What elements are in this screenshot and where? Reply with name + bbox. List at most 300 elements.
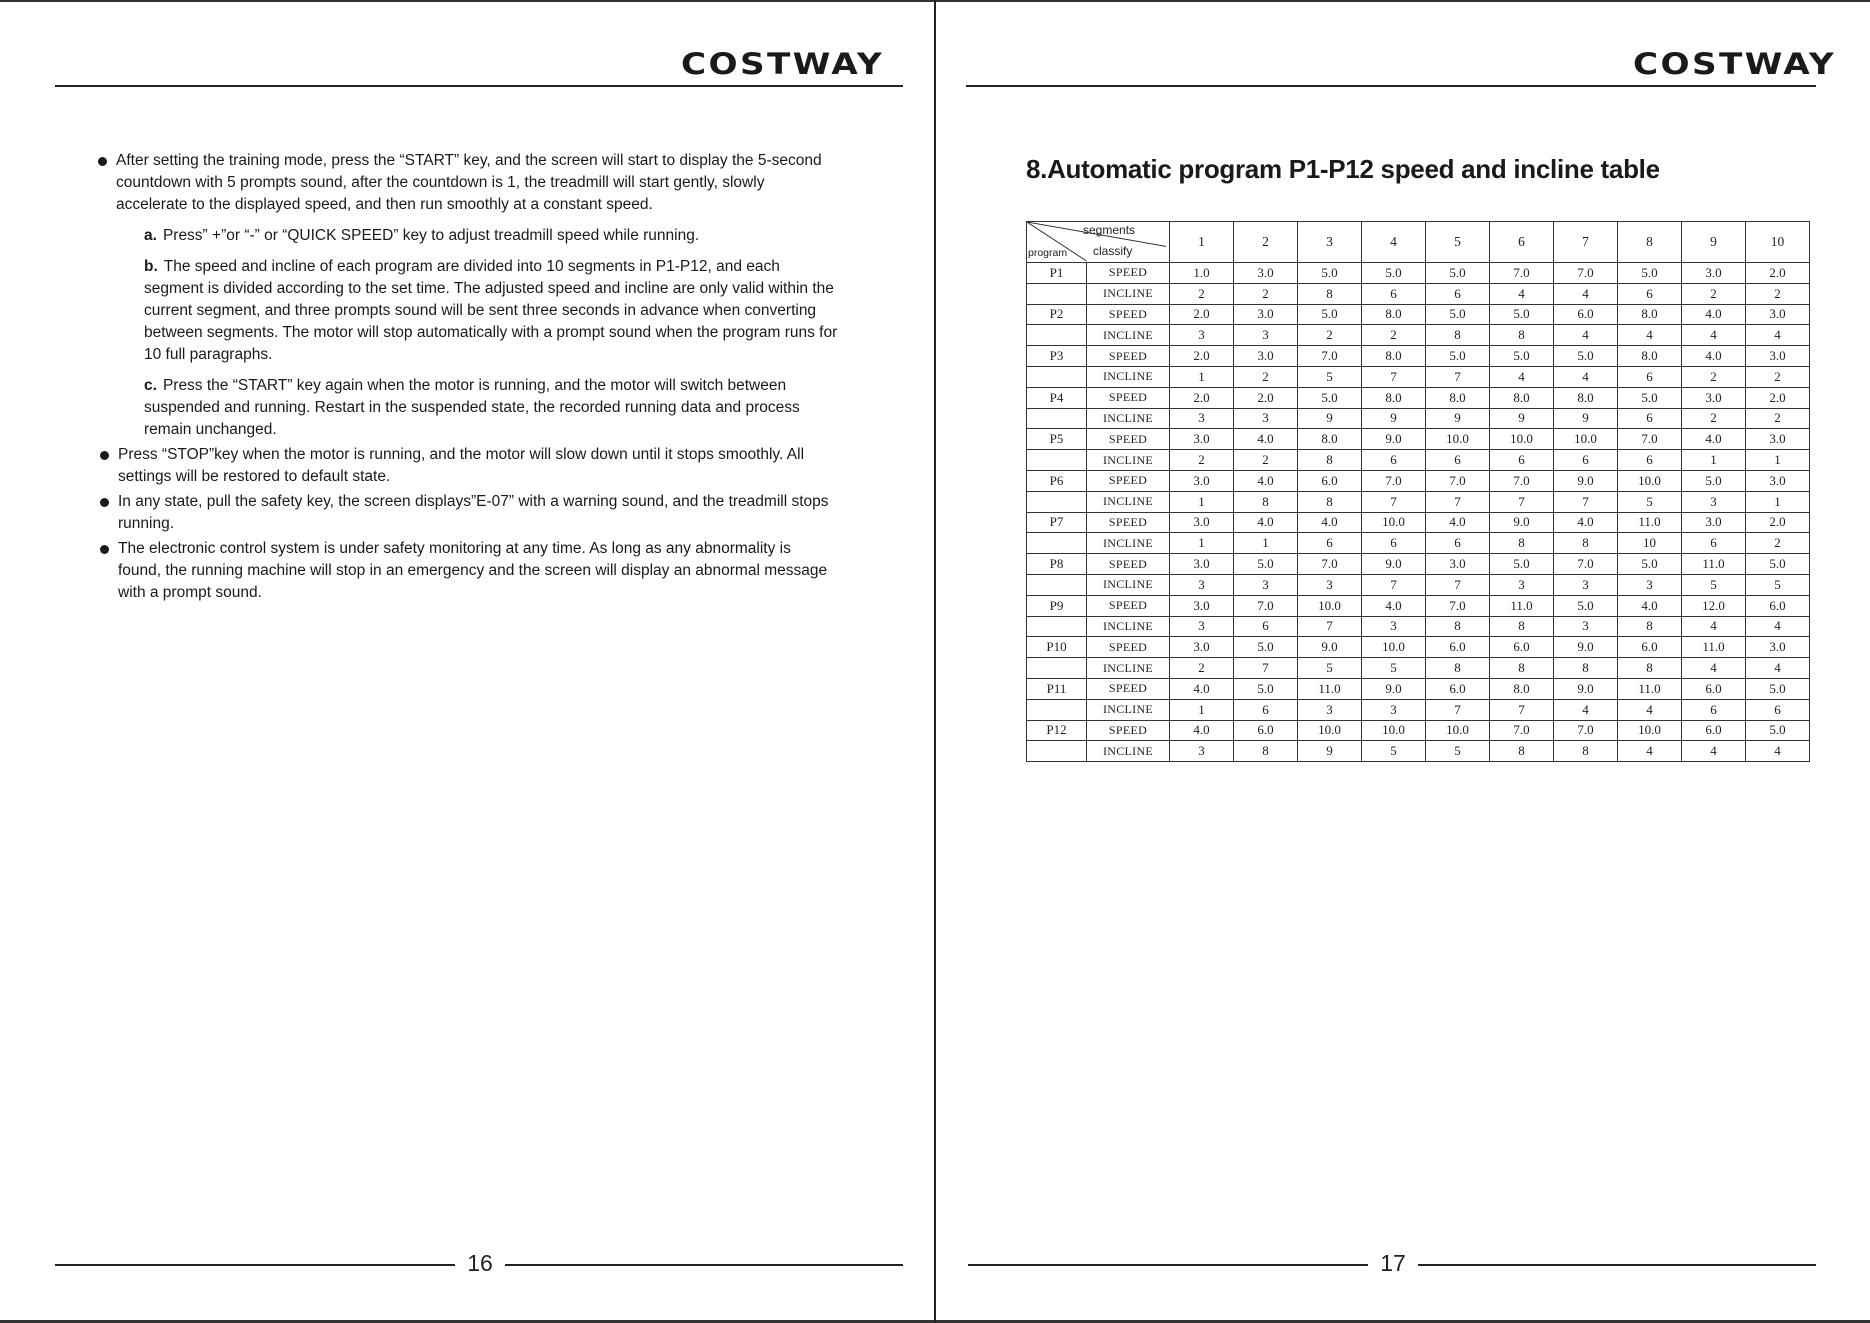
incline-value-cell: 6 [1362,533,1426,554]
incline-value-cell: 7 [1490,491,1554,512]
program-name-blank-cell [1027,699,1087,720]
incline-label-cell: INCLINE [1087,658,1170,679]
speed-value-cell: 10.0 [1490,429,1554,450]
incline-value-cell: 6 [1746,699,1810,720]
incline-value-cell: 5 [1362,658,1426,679]
header-rule [55,85,903,87]
speed-label-cell: SPEED [1087,429,1170,450]
speed-label-cell: SPEED [1087,554,1170,575]
incline-value-cell: 2 [1170,283,1234,304]
table-row [1027,533,1810,554]
speed-value-cell: 9.0 [1362,678,1426,699]
speed-value-cell: 5.0 [1746,720,1810,741]
instructions-content [98,150,838,607]
speed-label-cell: SPEED [1087,470,1170,491]
speed-value-cell: 10.0 [1298,595,1362,616]
incline-value-cell: 7 [1362,574,1426,595]
speed-label-cell: SPEED [1087,595,1170,616]
incline-value-cell: 6 [1426,283,1490,304]
speed-value-cell: 7.0 [1618,429,1682,450]
speed-value-cell: 3.0 [1682,512,1746,533]
segment-header: 5 [1426,222,1490,263]
speed-value-cell: 3.0 [1746,346,1810,367]
program-name-cell: P6 [1027,470,1087,491]
incline-value-cell: 8 [1234,491,1298,512]
speed-value-cell: 5.0 [1554,595,1618,616]
incline-value-cell: 2 [1234,283,1298,304]
table-row [1027,283,1810,304]
incline-value-cell: 8 [1490,325,1554,346]
table-row [1027,699,1810,720]
incline-value-cell: 3 [1554,574,1618,595]
speed-value-cell: 4.0 [1682,304,1746,325]
speed-value-cell: 4.0 [1682,429,1746,450]
incline-value-cell: 6 [1682,699,1746,720]
speed-value-cell: 7.0 [1426,595,1490,616]
incline-label-cell: INCLINE [1087,366,1170,387]
speed-value-cell: 6.0 [1490,637,1554,658]
speed-value-cell: 4.0 [1682,346,1746,367]
incline-value-cell: 4 [1490,366,1554,387]
speed-value-cell: 6.0 [1554,304,1618,325]
program-name-cell: P5 [1027,429,1087,450]
speed-value-cell: 8.0 [1362,346,1426,367]
incline-value-cell: 3 [1170,741,1234,762]
program-table [1026,221,1810,762]
program-table-body [1027,263,1810,762]
speed-value-cell: 7.0 [1362,470,1426,491]
speed-value-cell: 10.0 [1618,470,1682,491]
incline-value-cell: 2 [1298,325,1362,346]
segment-header: 3 [1298,222,1362,263]
speed-value-cell: 4.0 [1554,512,1618,533]
incline-label-cell: INCLINE [1087,699,1170,720]
speed-value-cell: 11.0 [1490,595,1554,616]
incline-value-cell: 7 [1362,366,1426,387]
speed-value-cell: 7.0 [1490,263,1554,284]
table-row [1027,637,1810,658]
incline-value-cell: 2 [1746,408,1810,429]
incline-label-cell: INCLINE [1087,616,1170,637]
speed-value-cell: 10.0 [1298,720,1362,741]
speed-value-cell: 2.0 [1170,387,1234,408]
table-row [1027,429,1810,450]
incline-value-cell: 6 [1618,366,1682,387]
speed-value-cell: 3.0 [1682,387,1746,408]
incline-value-cell: 6 [1234,699,1298,720]
incline-label-cell: INCLINE [1087,325,1170,346]
incline-value-cell: 6 [1362,450,1426,471]
bullet-stop-key [98,444,838,488]
incline-value-cell: 2 [1746,533,1810,554]
speed-value-cell: 10.0 [1362,637,1426,658]
incline-value-cell: 3 [1234,408,1298,429]
speed-label-cell: SPEED [1087,512,1170,533]
speed-value-cell: 6.0 [1618,637,1682,658]
right-page [936,0,1870,1323]
incline-value-cell: 4 [1554,699,1618,720]
incline-value-cell: 5 [1746,574,1810,595]
segment-header: 6 [1490,222,1554,263]
incline-value-cell: 6 [1618,450,1682,471]
speed-value-cell: 3.0 [1234,263,1298,284]
speed-value-cell: 1.0 [1170,263,1234,284]
incline-value-cell: 4 [1746,658,1810,679]
bullet-dot-icon [100,498,109,507]
speed-value-cell: 4.0 [1234,470,1298,491]
incline-value-cell: 2 [1170,450,1234,471]
program-name-blank-cell [1027,450,1087,471]
speed-value-cell: 5.0 [1618,554,1682,575]
subitem-letter: c. [144,377,157,394]
table-row [1027,554,1810,575]
speed-value-cell: 8.0 [1298,429,1362,450]
incline-label-cell: INCLINE [1087,741,1170,762]
program-name-blank-cell [1027,283,1087,304]
incline-value-cell: 1 [1170,533,1234,554]
speed-label-cell: SPEED [1087,678,1170,699]
table-row [1027,595,1810,616]
speed-value-cell: 4.0 [1234,512,1298,533]
incline-value-cell: 5 [1426,741,1490,762]
speed-value-cell: 2.0 [1746,512,1810,533]
speed-value-cell: 3.0 [1234,346,1298,367]
incline-value-cell: 4 [1490,283,1554,304]
incline-value-cell: 3 [1170,408,1234,429]
incline-value-cell: 2 [1682,366,1746,387]
program-name-cell: P3 [1027,346,1087,367]
incline-value-cell: 5 [1618,491,1682,512]
table-row [1027,741,1810,762]
incline-value-cell: 6 [1234,616,1298,637]
speed-value-cell: 3.0 [1426,554,1490,575]
speed-value-cell: 5.0 [1234,554,1298,575]
incline-value-cell: 8 [1426,658,1490,679]
speed-value-cell: 7.0 [1490,470,1554,491]
table-row [1027,574,1810,595]
incline-value-cell: 9 [1298,408,1362,429]
subitem-a [98,225,838,247]
incline-value-cell: 3 [1554,616,1618,637]
incline-value-cell: 6 [1426,533,1490,554]
incline-value-cell: 6 [1618,283,1682,304]
incline-value-cell: 4 [1682,658,1746,679]
incline-value-cell: 10 [1618,533,1682,554]
table-row [1027,720,1810,741]
incline-value-cell: 4 [1554,366,1618,387]
speed-value-cell: 10.0 [1426,720,1490,741]
speed-value-cell: 7.0 [1490,720,1554,741]
speed-value-cell: 5.0 [1618,387,1682,408]
incline-value-cell: 8 [1490,533,1554,554]
subitem-text: Press” +”or “-” or “QUICK SPEED” key to adjust treadmill speed while running. [162,227,700,244]
incline-value-cell: 1 [1170,491,1234,512]
speed-value-cell: 4.0 [1298,512,1362,533]
speed-label-cell: SPEED [1087,720,1170,741]
speed-value-cell: 3.0 [1746,637,1810,658]
incline-value-cell: 1 [1170,366,1234,387]
incline-value-cell: 3 [1234,325,1298,346]
program-name-blank-cell [1027,408,1087,429]
incline-value-cell: 9 [1362,408,1426,429]
speed-label-cell: SPEED [1087,637,1170,658]
speed-value-cell: 7.0 [1554,554,1618,575]
speed-value-cell: 6.0 [1298,470,1362,491]
bullet-text: After setting the training mode, press the “START” key, and the screen will start to display the 5-second countdown with 5 prompts sound, after the countdown is 1, the treadmill will start gently, slowly accelerate to the displayed speed, and then run smoothly at a constant speed. [116,152,822,213]
incline-value-cell: 9 [1490,408,1554,429]
speed-value-cell: 3.0 [1170,595,1234,616]
footer-rule-right [505,1264,903,1266]
table-header-row [1027,222,1810,263]
table-row [1027,325,1810,346]
page-number: 17 [1380,1250,1406,1276]
speed-value-cell: 6.0 [1746,595,1810,616]
speed-value-cell: 4.0 [1234,429,1298,450]
speed-value-cell: 7.0 [1554,263,1618,284]
incline-value-cell: 6 [1298,533,1362,554]
incline-value-cell: 7 [1298,616,1362,637]
speed-value-cell: 11.0 [1682,554,1746,575]
speed-value-cell: 5.0 [1426,263,1490,284]
footer-rule-right [1418,1264,1816,1266]
speed-value-cell: 10.0 [1426,429,1490,450]
brand-logo: COSTWAY [681,47,884,81]
program-name-blank-cell [1027,366,1087,387]
segment-header: 9 [1682,222,1746,263]
table-row [1027,304,1810,325]
incline-value-cell: 9 [1426,408,1490,429]
speed-value-cell: 7.0 [1298,346,1362,367]
incline-value-cell: 4 [1746,616,1810,637]
incline-value-cell: 7 [1490,699,1554,720]
bullet-dot-icon [100,545,109,554]
speed-value-cell: 10.0 [1362,720,1426,741]
incline-value-cell: 5 [1682,574,1746,595]
program-name-cell: P8 [1027,554,1087,575]
brand-logo: COSTWAY [1633,47,1836,81]
table-row [1027,616,1810,637]
incline-value-cell: 4 [1682,325,1746,346]
incline-value-cell: 4 [1682,741,1746,762]
speed-value-cell: 9.0 [1298,637,1362,658]
incline-value-cell: 4 [1746,325,1810,346]
bullet-dot-icon [100,451,109,460]
incline-value-cell: 1 [1170,699,1234,720]
incline-value-cell: 5 [1298,658,1362,679]
program-name-cell: P7 [1027,512,1087,533]
page-number: 16 [467,1250,493,1276]
speed-value-cell: 6.0 [1426,637,1490,658]
header-diagonal-cell [1027,222,1170,263]
incline-value-cell: 2 [1682,408,1746,429]
speed-value-cell: 10.0 [1618,720,1682,741]
speed-value-cell: 10.0 [1362,512,1426,533]
incline-value-cell: 1 [1746,450,1810,471]
speed-value-cell: 5.0 [1682,470,1746,491]
table-row [1027,346,1810,367]
program-name-blank-cell [1027,616,1087,637]
speed-value-cell: 5.0 [1234,678,1298,699]
program-name-cell: P10 [1027,637,1087,658]
speed-value-cell: 4.0 [1362,595,1426,616]
incline-value-cell: 4 [1554,283,1618,304]
incline-value-cell: 7 [1234,658,1298,679]
bullet-text: The electronic control system is under safety monitoring at any time. As long as any abnormality is found, the running machine will stop in an emergency and the screen will display an abnormal message with a prompt sound. [118,540,828,601]
incline-value-cell: 8 [1426,325,1490,346]
incline-value-cell: 7 [1426,574,1490,595]
speed-value-cell: 5.0 [1490,304,1554,325]
bullet-start-countdown [98,150,838,216]
incline-value-cell: 4 [1746,741,1810,762]
speed-value-cell: 9.0 [1362,429,1426,450]
table-row [1027,658,1810,679]
speed-value-cell: 9.0 [1554,470,1618,491]
table-row [1027,408,1810,429]
bullet-safety-monitoring [98,538,838,604]
incline-label-cell: INCLINE [1087,408,1170,429]
incline-label-cell: INCLINE [1087,574,1170,595]
speed-value-cell: 5.0 [1490,554,1554,575]
incline-label-cell: INCLINE [1087,491,1170,512]
program-name-blank-cell [1027,533,1087,554]
incline-value-cell: 1 [1234,533,1298,554]
incline-value-cell: 2 [1234,366,1298,387]
header-rule [966,85,1816,87]
table-row [1027,263,1810,284]
speed-value-cell: 3.0 [1170,554,1234,575]
speed-value-cell: 10.0 [1554,429,1618,450]
incline-value-cell: 8 [1618,616,1682,637]
speed-value-cell: 8.0 [1490,678,1554,699]
speed-value-cell: 8.0 [1362,387,1426,408]
incline-value-cell: 6 [1362,283,1426,304]
speed-value-cell: 4.0 [1618,595,1682,616]
program-name-cell: P12 [1027,720,1087,741]
speed-value-cell: 2.0 [1746,263,1810,284]
bullet-safety-key [98,491,838,535]
table-row [1027,366,1810,387]
program-name-blank-cell [1027,741,1087,762]
subitem-letter: b. [144,258,158,275]
incline-value-cell: 8 [1234,741,1298,762]
speed-value-cell: 5.0 [1554,346,1618,367]
speed-value-cell: 3.0 [1170,470,1234,491]
speed-value-cell: 2.0 [1746,387,1810,408]
speed-value-cell: 3.0 [1682,263,1746,284]
speed-value-cell: 7.0 [1298,554,1362,575]
incline-value-cell: 2 [1234,450,1298,471]
incline-value-cell: 9 [1554,408,1618,429]
speed-label-cell: SPEED [1087,387,1170,408]
speed-label-cell: SPEED [1087,346,1170,367]
table-row [1027,678,1810,699]
incline-value-cell: 3 [1234,574,1298,595]
speed-value-cell: 5.0 [1298,387,1362,408]
segments-label: segments [1083,223,1136,237]
incline-value-cell: 2 [1746,366,1810,387]
incline-value-cell: 8 [1298,450,1362,471]
segment-header: 8 [1618,222,1682,263]
incline-value-cell: 5 [1362,741,1426,762]
incline-value-cell: 6 [1554,450,1618,471]
incline-value-cell: 4 [1618,741,1682,762]
speed-value-cell: 3.0 [1170,429,1234,450]
speed-value-cell: 5.0 [1490,346,1554,367]
speed-value-cell: 7.0 [1554,720,1618,741]
speed-value-cell: 5.0 [1362,263,1426,284]
incline-value-cell: 5 [1298,366,1362,387]
incline-value-cell: 2 [1170,658,1234,679]
speed-value-cell: 8.0 [1554,387,1618,408]
incline-value-cell: 6 [1426,450,1490,471]
speed-value-cell: 2.0 [1170,346,1234,367]
incline-value-cell: 2 [1362,325,1426,346]
incline-label-cell: INCLINE [1087,533,1170,554]
incline-value-cell: 8 [1426,616,1490,637]
speed-value-cell: 11.0 [1682,637,1746,658]
speed-value-cell: 7.0 [1234,595,1298,616]
speed-value-cell: 4.0 [1426,512,1490,533]
speed-label-cell: SPEED [1087,263,1170,284]
incline-value-cell: 6 [1490,450,1554,471]
incline-value-cell: 8 [1554,533,1618,554]
speed-value-cell: 2.0 [1234,387,1298,408]
incline-value-cell: 3 [1170,574,1234,595]
incline-value-cell: 3 [1298,574,1362,595]
incline-value-cell: 6 [1682,533,1746,554]
incline-value-cell: 2 [1682,283,1746,304]
speed-label-cell: SPEED [1087,304,1170,325]
incline-value-cell: 7 [1426,699,1490,720]
segment-header: 2 [1234,222,1298,263]
incline-value-cell: 6 [1618,408,1682,429]
section-title: 8.Automatic program P1-P12 speed and incline table [1026,154,1660,184]
speed-value-cell: 5.0 [1426,304,1490,325]
program-name-blank-cell [1027,325,1087,346]
speed-value-cell: 3.0 [1170,637,1234,658]
incline-value-cell: 8 [1490,741,1554,762]
classify-label: classify [1093,244,1133,258]
speed-value-cell: 6.0 [1682,720,1746,741]
speed-value-cell: 8.0 [1618,346,1682,367]
incline-value-cell: 8 [1618,658,1682,679]
footer-rule-left [55,1264,455,1266]
program-name-blank-cell [1027,491,1087,512]
table-row [1027,450,1810,471]
speed-value-cell: 3.0 [1234,304,1298,325]
table-row [1027,387,1810,408]
program-name-cell: P1 [1027,263,1087,284]
speed-value-cell: 9.0 [1362,554,1426,575]
speed-value-cell: 8.0 [1426,387,1490,408]
speed-value-cell: 11.0 [1618,512,1682,533]
incline-value-cell: 8 [1490,616,1554,637]
speed-value-cell: 6.0 [1682,678,1746,699]
bullet-text: Press “STOP”key when the motor is running, and the motor will slow down until it stops smoothly. All settings will be restored to default state. [118,446,805,485]
incline-value-cell: 4 [1618,325,1682,346]
incline-value-cell: 3 [1362,699,1426,720]
program-name-cell: P11 [1027,678,1087,699]
incline-label-cell: INCLINE [1087,283,1170,304]
speed-value-cell: 11.0 [1298,678,1362,699]
program-name-cell: P2 [1027,304,1087,325]
speed-value-cell: 3.0 [1746,470,1810,491]
incline-value-cell: 4 [1618,699,1682,720]
incline-label-cell: INCLINE [1087,450,1170,471]
speed-value-cell: 3.0 [1746,304,1810,325]
segment-header: 10 [1746,222,1810,263]
incline-value-cell: 7 [1362,491,1426,512]
